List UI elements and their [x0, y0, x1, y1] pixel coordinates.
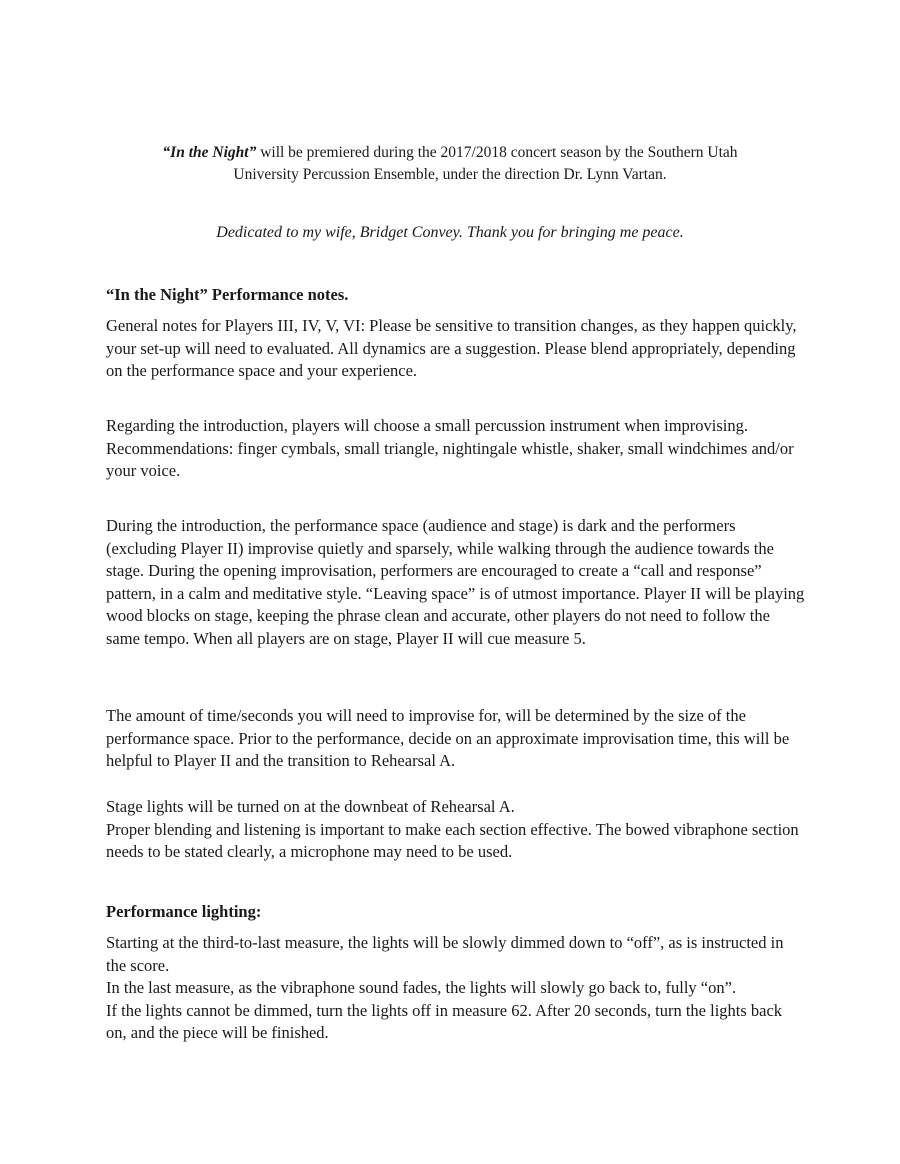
premiere-line1: will be premiered during the 2017/2018 concert season by the Southern Utah: [256, 144, 738, 161]
improvise-time-paragraph: The amount of time/seconds you will need to improvise for, will be determined by the size of the performance space. Prior to the performance, decide on an approximate improvisation time, this will be helpful to Player II and the transition to Rehearsal A.: [106, 706, 790, 770]
lighting-cannot-dim-paragraph: If the lights cannot be dimmed, turn the lights off in measure 62. After 20 seconds, turn the lights back on, and the piece will be finished.: [106, 1000, 783, 1042]
stage-lights-line: Stage lights will be turned on at the downbeat of Rehearsal A.: [106, 797, 515, 816]
introduction-paragraph: Regarding the introduction, players will choose a small percussion instrument when improvising. Recommendations: finger cymbals, small triangle, nightingale whistle, shaker, small windchimes and/or your voice.: [106, 416, 794, 480]
blending-paragraph: Proper blending and listening is important to make each section effective. The bowed vibraphone section needs to be stated clearly, a microphone may need to be used.: [106, 819, 799, 861]
lighting-starting-paragraph: Starting at the third-to-last measure, the lights will be slowly dimmed down to “off”, as is instructed in the score.: [106, 933, 784, 975]
during-introduction-paragraph: During the introduction, the performance space (audience and stage) is dark and the performers (excluding Player II) improvise quietly and sparsely, while walking through the audience towards the stage. During the opening improvisation, performers are encouraged to create a “call and response” pattern, in a calm and meditative style. “Leaving space” is of utmost importance. Player II will be playing wood blocks on stage, keeping the phrase clean and accurate, other players do not need to follow the same tempo. When all players are on stage, Player II will cue measure 5.: [106, 516, 805, 648]
lighting-last-measure-line: In the last measure, as the vibraphone sound fades, the lights will slowly go back to, fully “on”.: [106, 978, 737, 997]
general-notes-paragraph: General notes for Players III, IV, V, VI: Please be sensitive to transition changes, as they happen quickly, your set-up will need to evaluated. All dynamics are a suggestion. Please blend appropriately, depending on the performance space and your experience.: [106, 316, 797, 380]
dedication: Dedicated to my wife, Bridget Convey. Thank you for bringing me peace.: [216, 224, 684, 241]
notes-heading: “In the Night” Performance notes.: [106, 285, 349, 304]
premiere-line2: University Percussion Ensemble, under the direction Dr. Lynn Vartan.: [233, 166, 667, 183]
premiere-title: “In the Night”: [162, 144, 257, 161]
premiere-statement: [100, 142, 800, 186]
lighting-heading: Performance lighting:: [106, 902, 262, 921]
